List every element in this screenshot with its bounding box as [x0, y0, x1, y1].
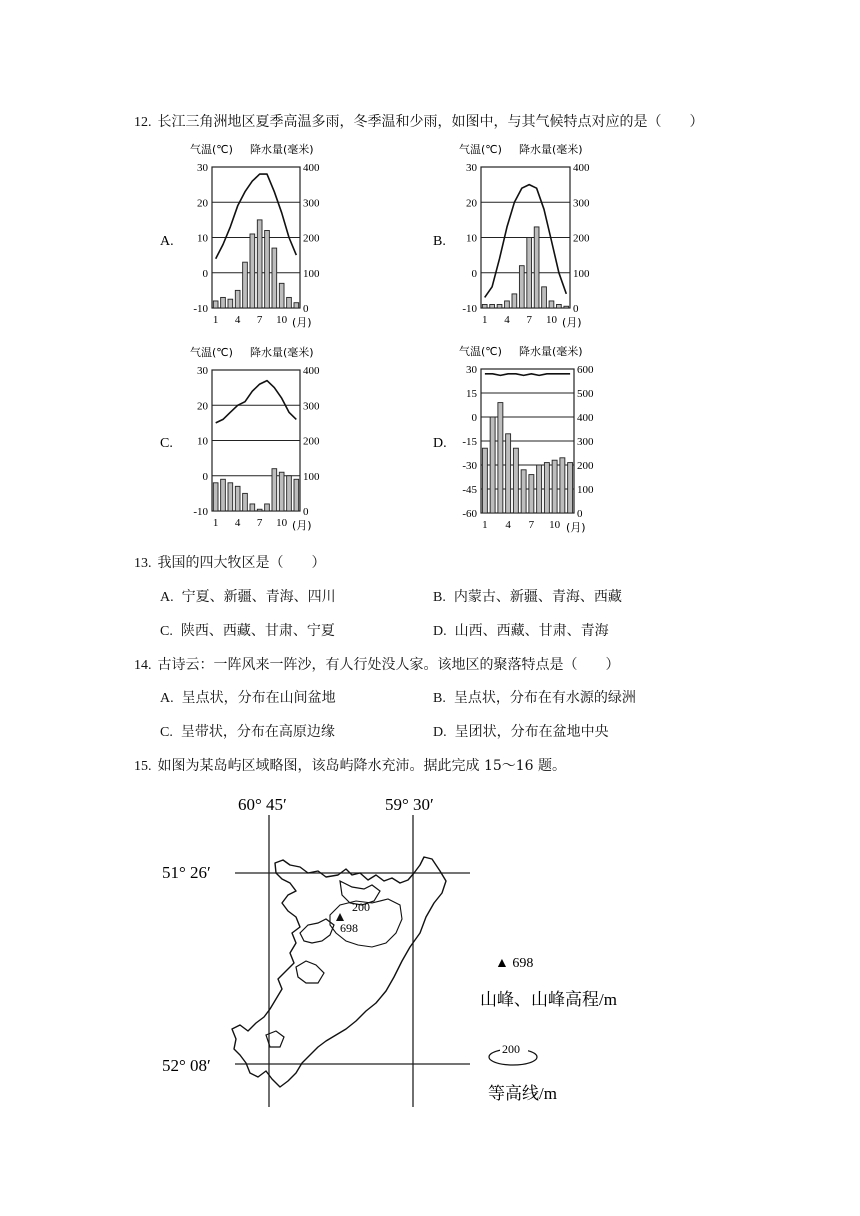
month-tick-label: 10 — [276, 517, 288, 529]
option-label-C: C. — [160, 436, 173, 451]
option-text: 内蒙古、新疆、青海、西藏 — [453, 589, 622, 605]
precip-tick-label: 0 — [303, 303, 309, 315]
q13-option-d[interactable] — [433, 620, 609, 640]
precip-bar-month-7 — [257, 509, 262, 511]
option-text: 呈点状，分布在山间盆地 — [181, 690, 336, 706]
precip-bar-month-6 — [521, 470, 526, 513]
month-tick-label: 10 — [545, 314, 557, 326]
precip-tick-label: 0 — [573, 303, 579, 315]
month-tick-label: 1 — [212, 314, 219, 326]
temp-tick-label: -10 — [193, 303, 208, 315]
temp-tick-label: 30 — [466, 162, 477, 174]
precip-axis-title: 降水量(毫米) — [519, 143, 583, 156]
lon-label-right: 59° 30′ — [385, 795, 434, 814]
precip-bar-month-3 — [228, 299, 233, 308]
temp-tick-label: -30 — [462, 460, 477, 472]
precip-bar-month-5 — [243, 493, 248, 511]
precip-bar-month-10 — [552, 460, 557, 513]
option-label: C. — [160, 725, 173, 740]
option-text: 呈团状，分布在盆地中央 — [454, 724, 609, 740]
temp-axis-title: 气温(℃) — [459, 345, 502, 358]
month-unit-label: (月) — [562, 316, 582, 329]
month-unit-label: (月) — [292, 519, 312, 532]
option-label-D: D. — [433, 436, 447, 451]
temperature-line — [485, 185, 567, 298]
option-label: D. — [433, 624, 447, 639]
q15-stem-text: 如图为某岛屿区域略图，该岛屿降水充沛。据此完成 15～16 题。 — [157, 758, 567, 774]
legend-peak-label: 山峰、山峰高程/m — [480, 990, 617, 1009]
precip-bar-month-9 — [272, 469, 277, 511]
precip-bar-month-2 — [221, 479, 226, 511]
temp-tick-label: 20 — [197, 400, 208, 413]
q15-stem — [134, 755, 566, 775]
temp-tick-label: 20 — [197, 197, 208, 210]
precip-bar-month-8 — [537, 465, 542, 513]
precip-tick-label: 300 — [577, 436, 594, 448]
option-text: 陕西、西藏、甘肃、宁夏 — [180, 623, 335, 639]
temp-tick-label: 10 — [197, 435, 208, 448]
temp-tick-label: 0 — [202, 267, 208, 280]
option-label: D. — [433, 725, 447, 740]
precip-tick-label: 200 — [573, 232, 590, 245]
q13-number: 13. — [134, 556, 152, 571]
precip-bar-month-5 — [512, 294, 517, 308]
precip-tick-label: 200 — [577, 460, 594, 472]
option-text: 宁夏、新疆、青海、四川 — [181, 589, 336, 605]
q13-stem-text: 我国的四大牧区是（ ） — [157, 555, 326, 571]
precip-tick-label: 300 — [303, 400, 320, 413]
temp-tick-label: 30 — [466, 364, 477, 376]
precip-bar-month-9 — [542, 287, 547, 308]
temp-tick-label: 0 — [471, 267, 477, 280]
precip-bar-month-12 — [294, 479, 299, 511]
q14-stem — [134, 654, 620, 674]
precip-bar-month-4 — [505, 301, 510, 308]
precip-axis-title: 降水量(毫米) — [250, 346, 314, 359]
precip-bar-month-5 — [243, 262, 248, 308]
q13-stem — [134, 552, 326, 572]
precip-tick-label: 100 — [303, 267, 320, 280]
precip-tick-label: 400 — [573, 162, 590, 174]
precip-bar-month-6 — [250, 504, 255, 511]
temp-tick-label: 30 — [197, 365, 208, 377]
precip-bar-month-11 — [557, 304, 562, 308]
precip-bar-month-12 — [568, 463, 573, 513]
legend-contour-label: 等高线/m — [488, 1084, 557, 1103]
option-label-B: B. — [433, 234, 446, 249]
q13-option-b[interactable] — [433, 586, 622, 606]
precip-bar-month-12 — [564, 306, 569, 308]
q13-option-a[interactable] — [160, 586, 336, 606]
month-tick-label: 1 — [481, 314, 488, 326]
precip-tick-label: 100 — [577, 484, 594, 496]
precip-tick-label: 100 — [303, 470, 320, 483]
month-tick-label: 4 — [504, 314, 510, 326]
q14-stem-text: 古诗云：一阵风来一阵沙，有人行处没人家。该地区的聚落特点是（ ） — [157, 657, 620, 673]
precip-tick-label: 400 — [303, 365, 320, 377]
month-unit-label: (月) — [566, 521, 586, 534]
temp-tick-label: -10 — [193, 506, 208, 518]
month-tick-label: 1 — [212, 517, 219, 529]
precip-tick-label: 600 — [577, 364, 594, 376]
temp-axis-title: 气温(℃) — [190, 346, 233, 359]
precip-bar-month-4 — [506, 434, 511, 513]
month-tick-label: 7 — [256, 314, 263, 326]
island-map — [0, 785, 860, 1125]
precip-bar-month-8 — [534, 227, 539, 308]
temp-tick-label: 15 — [466, 388, 477, 400]
precip-tick-label: 200 — [303, 435, 320, 448]
precip-tick-label: 300 — [573, 197, 590, 210]
precip-bar-month-4 — [235, 290, 240, 308]
lon-label-left: 60° 45′ — [238, 795, 287, 814]
precip-bar-month-7 — [527, 238, 532, 309]
q14-option-b[interactable] — [433, 687, 636, 707]
precip-bar-month-6 — [250, 234, 255, 308]
month-tick-label: 7 — [528, 519, 535, 531]
month-tick-label: 1 — [482, 519, 488, 531]
option-label: B. — [433, 590, 446, 605]
q12-number: 12. — [134, 115, 152, 130]
precip-bar-month-10 — [279, 472, 284, 511]
precip-bar-month-1 — [213, 483, 218, 511]
precip-bar-month-1 — [482, 304, 487, 308]
precip-bar-month-8 — [265, 504, 270, 511]
precip-bar-month-6 — [519, 266, 524, 308]
option-label: C. — [160, 624, 173, 639]
option-label: B. — [433, 691, 446, 706]
option-text: 呈点状，分布在有水源的绿洲 — [453, 690, 636, 706]
precip-tick-label: 400 — [577, 412, 594, 424]
option-label: A. — [160, 590, 174, 605]
temperature-line — [216, 174, 297, 259]
temp-axis-title: 气温(℃) — [459, 143, 502, 156]
option-label: A. — [160, 691, 174, 706]
q13-option-c[interactable] — [160, 620, 335, 640]
q14-option-d[interactable] — [433, 721, 609, 741]
temp-tick-label: -15 — [462, 436, 477, 448]
q14-option-a[interactable] — [160, 687, 336, 707]
temperature-line — [216, 381, 297, 423]
temp-tick-label: 0 — [202, 470, 208, 483]
temperature-line — [485, 374, 570, 376]
precip-bar-month-2 — [490, 417, 495, 513]
precip-bar-month-1 — [482, 448, 487, 513]
temp-tick-label: -10 — [462, 303, 477, 315]
precip-tick-label: 100 — [573, 267, 590, 280]
temp-tick-label: 10 — [197, 232, 208, 245]
temp-tick-label: -60 — [462, 508, 477, 520]
lat-label-bottom: 52° 08′ — [162, 1056, 211, 1075]
precip-bar-month-12 — [294, 303, 299, 308]
island-coastline — [232, 857, 446, 1087]
precip-bar-month-11 — [287, 476, 292, 511]
precip-bar-month-10 — [549, 301, 554, 308]
month-tick-label: 7 — [526, 314, 532, 326]
precip-bar-month-3 — [498, 403, 503, 513]
q15-number: 15. — [134, 759, 152, 774]
temp-tick-label: 0 — [471, 412, 477, 424]
option-text: 山西、西藏、甘肃、青海 — [454, 623, 609, 639]
precip-bar-month-7 — [529, 475, 534, 513]
option-label-A: A. — [160, 234, 174, 249]
lat-label-top: 51° 26′ — [162, 863, 211, 882]
month-tick-label: 10 — [549, 519, 561, 531]
month-tick-label: 10 — [276, 314, 288, 326]
q14-option-c[interactable] — [160, 721, 335, 741]
temp-axis-title: 气温(℃) — [190, 143, 233, 156]
climate-charts — [0, 140, 860, 570]
temp-tick-label: 30 — [197, 162, 208, 174]
month-tick-label: 4 — [234, 517, 241, 529]
q14-number: 14. — [134, 658, 152, 673]
precip-tick-label: 300 — [303, 197, 320, 210]
precip-axis-title: 降水量(毫米) — [250, 143, 314, 156]
month-tick-label: 4 — [234, 314, 241, 326]
precip-bar-month-11 — [560, 458, 565, 513]
precip-bar-month-7 — [257, 220, 262, 308]
month-unit-label: (月) — [292, 316, 312, 329]
precip-tick-label: 0 — [577, 508, 583, 520]
temp-tick-label: -45 — [462, 484, 477, 496]
precip-bar-month-8 — [265, 230, 270, 308]
precip-bar-month-2 — [221, 297, 226, 308]
q12-stem-text: 长江三角洲地区夏季高温多雨，冬季温和少雨，如图中，与其气候特点对应的是（ ） — [157, 114, 704, 130]
temp-tick-label: 20 — [466, 197, 477, 210]
precip-bar-month-4 — [235, 486, 240, 511]
precip-bar-month-5 — [513, 448, 518, 513]
legend-contour-value: 200 — [502, 1042, 520, 1056]
precip-bar-month-10 — [279, 283, 284, 308]
precip-axis-title: 降水量(毫米) — [519, 345, 583, 358]
month-tick-label: 4 — [505, 519, 511, 531]
precip-bar-month-11 — [287, 297, 292, 308]
option-text: 呈带状，分布在高原边缘 — [180, 724, 335, 740]
temp-tick-label: 10 — [466, 232, 477, 245]
peak-icon — [336, 913, 344, 921]
precip-tick-label: 0 — [303, 506, 309, 518]
legend-peak-value: ▲ 698 — [495, 956, 534, 971]
precip-tick-label: 500 — [577, 388, 594, 400]
precip-bar-month-9 — [272, 248, 277, 308]
precip-bar-month-9 — [544, 463, 549, 513]
month-tick-label: 7 — [256, 517, 263, 529]
peak-label: 698 — [340, 921, 358, 935]
precip-bar-month-1 — [213, 301, 218, 308]
q12-stem — [134, 111, 704, 131]
contour-label: 200 — [352, 900, 370, 914]
precip-bar-month-2 — [490, 304, 495, 308]
precip-tick-label: 400 — [303, 162, 320, 174]
precip-bar-month-3 — [497, 304, 502, 308]
precip-tick-label: 200 — [303, 232, 320, 245]
precip-bar-month-3 — [228, 483, 233, 511]
